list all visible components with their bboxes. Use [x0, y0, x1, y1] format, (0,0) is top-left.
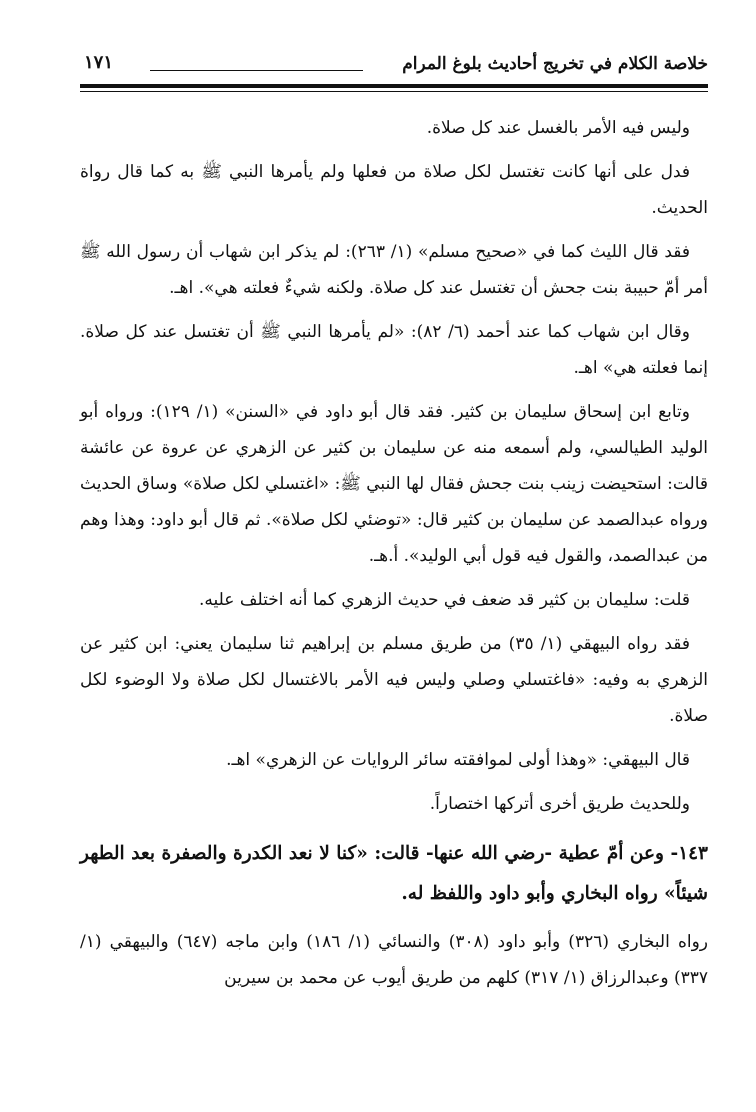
paragraph: وقال ابن شهاب كما عند أحمد (٦/ ٨٢): «لم يأمرها النبي ﷺ أن تغتسل عند كل صلاة. إنما فعلته هي» اهـ.: [80, 322, 708, 378]
header-rule-thick: [80, 84, 708, 88]
paragraph: وللحديث طريق أخرى أتركها اختصاراً.: [429, 794, 690, 814]
hadith-text: ١٤٣- وعن أمّ عطية -رضي الله عنها- قالت: «كنا لا نعد الكدرة والصفرة بعد الطهر شيئاً» رواه البخاري وأبو داود واللفظ له.: [80, 843, 708, 904]
paragraph: فقد قال الليث كما في «صحيح مسلم» (١/ ٢٦٣): لم يذكر ابن شهاب أن رسول الله ﷺ أمر أمّ حبيبة بنت جحش أن تغتسل عند كل صلاة. ولكنه شيءٌ فعلته هي». اهـ.: [80, 242, 708, 298]
paragraph: فقد رواه البيهقي (١/ ٣٥) من طريق مسلم بن إبراهيم ثنا سليمان يعني: ابن كثير عن الزهري به وفيه: «فاغتسلي وصلي وليس فيه الأمر بالاغتسال لكل صلاة ولا الوضوء لكل صلاة.: [80, 634, 708, 726]
header-rule-thin: [80, 91, 708, 92]
takhrij-reference: رواه البخاري (٣٢٦) وأبو داود (٣٠٨) والنسائي (١/ ١٨٦) وابن ماجه (٦٤٧) والبيهقي (١/ ٣٣٧) وعبدالرزاق (١/ ٣١٧) كلهم من طريق أيوب عن محمد بن سيرين: [80, 932, 708, 988]
paragraph: قلت: سليمان بن كثير قد ضعف في حديث الزهري كما أنه اختلف عليه.: [199, 590, 690, 610]
paragraph: وتابع ابن إسحاق سليمان بن كثير. فقد قال أبو داود في «السنن» (١/ ١٢٩): ورواه أبو الوليد الطيالسي، ولم أسمعه منه عن سليمان بن كثير عن الزهري عن عروة عن عائشة قالت: استحيضت زينب بنت جحش فقال لها النبي ﷺ: «اغتسلي لكل صلاة» وساق الحديث ورواه عبدالصمد عن سليمان بن كثير قال: «توضئي لكل صلاة». ثم قال أبو داود: وهذا وهم من عبدالصمد، والقول فيه قول أبي الوليد». أ.هـ.: [80, 402, 708, 566]
page-body: [80, 110, 708, 996]
book-page: [80, 40, 708, 1004]
running-title: خلاصة الكلام في تخريج أحاديث بلوغ المرام: [402, 54, 708, 74]
page-header: [80, 40, 708, 84]
paragraph: وليس فيه الأمر بالغسل عند كل صلاة.: [426, 118, 690, 138]
paragraph: قال البيهقي: «وهذا أولى لموافقته سائر الروايات عن الزهري» اهـ.: [226, 750, 690, 770]
paragraph: فدل على أنها كانت تغتسل لكل صلاة من فعلها ولم يأمرها النبي ﷺ به كما قال رواة الحديث.: [80, 162, 708, 218]
header-divider: [150, 70, 363, 71]
page-number: ١٧١: [84, 52, 114, 73]
